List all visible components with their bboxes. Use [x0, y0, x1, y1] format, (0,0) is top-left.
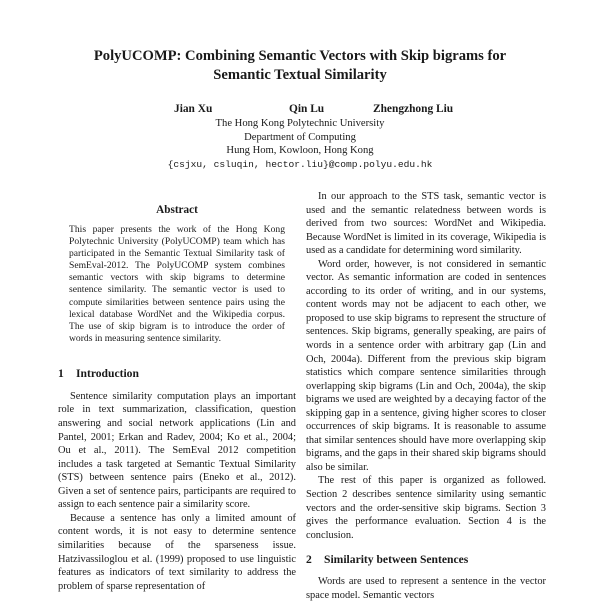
author-name: Zhengzhong Liu	[373, 103, 454, 115]
title-line-2: Semantic Textual Similarity	[213, 67, 387, 83]
paragraph: Word order, however, is not considered in semantic vector. As semantic information are coded in sentences according to its order of writing, and in our systems, content words may not be adjacent to each other, we proposed to use skip bigrams to represent the structure of sentences. Skip bigrams, generally speaking, are pairs of words in a sentence order with arbitrary gap (Lin and Och, 2004a). Different from the previous skip bigram statistics which compare sentence similarities through overlapping skip bigrams (Lin and Och, 2004a), the skip bigrams we used are weighted by a decaying factor of the skipping gap in a sentence, giving higher scores to closer occurrences of skip bigrams. It is reasonable to assume that similar sentences should have more overlapping skip bigrams, and the gaps in their shared skip bigrams should also be similar.	[306, 258, 546, 473]
author-name: Jian Xu	[174, 103, 213, 115]
section-heading-introduction	[58, 366, 296, 381]
paragraph: Because a sentence has only a limited amount of content words, it is not easy to determine sentence similarities because of the sparseness issue. Hatzivassiloglou et al. (1999) proposed to use linguistic features as indicators of text similarity to address the problem of sparse representation of	[58, 512, 296, 592]
section-heading-similarity	[306, 552, 546, 567]
section-number: 2	[306, 553, 312, 567]
section-number: 1	[58, 366, 64, 380]
left-column	[58, 203, 296, 593]
paragraph: In our approach to the STS task, semantic vector is used and the semantic relatedness between words is derived from two sources: WordNet and Wikipedia. Because WordNet is limited in its coverage, Wikipedia is used as a candidate for determining word similarity.	[306, 191, 546, 257]
section-title: Introduction	[76, 366, 139, 380]
address: Hung Hom, Kowloon, Hong Kong	[226, 145, 374, 157]
section-title: Similarity between Sentences	[324, 553, 469, 567]
paragraph: The rest of this paper is organized as followed. Section 2 describes sentence similarity using semantic vectors and the order-sensitive skip bigrams. Section 3 gives the performance evaluation. Section 4 is the conclusion.	[306, 475, 546, 541]
abstract-heading: Abstract	[156, 204, 198, 216]
affiliation-block	[0, 117, 600, 171]
paper-title	[0, 47, 600, 85]
department: Department of Computing	[244, 131, 356, 143]
title-line-1: PolyUCOMP: Combining Semantic Vectors with Skip bigrams for	[93, 48, 507, 64]
university: The Hong Kong Polytechnic University	[215, 118, 385, 129]
abstract-text: This paper presents the work of the Hong Kong Polytechnic University (PolyUCOMP) team which has participated in the Semantic Textual Similarity task of SemEval-2012. The PolyUCOMP system combines semantic vectors with skip bigrams to determine sentence similarity. The semantic vector is used to compute similarities between sentence pairs using the lexical database WordNet and the Wikipedia corpus. The use of skip bigram is to introduce the order of words in measuring sentence similarity.	[69, 224, 285, 344]
paragraph: Words are used to represent a sentence in the vector space model. Semantic vectors	[306, 576, 546, 601]
author-name: Qin Lu	[289, 103, 325, 115]
right-column	[306, 190, 546, 602]
paragraph: Sentence similarity computation plays an important role in text summarization, classification, question answering and social network applications (Lin and Pantel, 2001; Erkan and Radev, 2004; Ko et al., 2004; Ou et al., 2011). The SemEval 2012 competition includes a task targeted at Semantic Textual Similarity (STS) between sentence pairs (Eneko et al., 2012). Given a set of sentence pairs, participants are required to assign to each sentence pair a similarity score.	[58, 390, 296, 511]
email-addresses: {csjxu, csluqin, hector.liu}@comp.polyu.edu.hk	[167, 158, 433, 170]
